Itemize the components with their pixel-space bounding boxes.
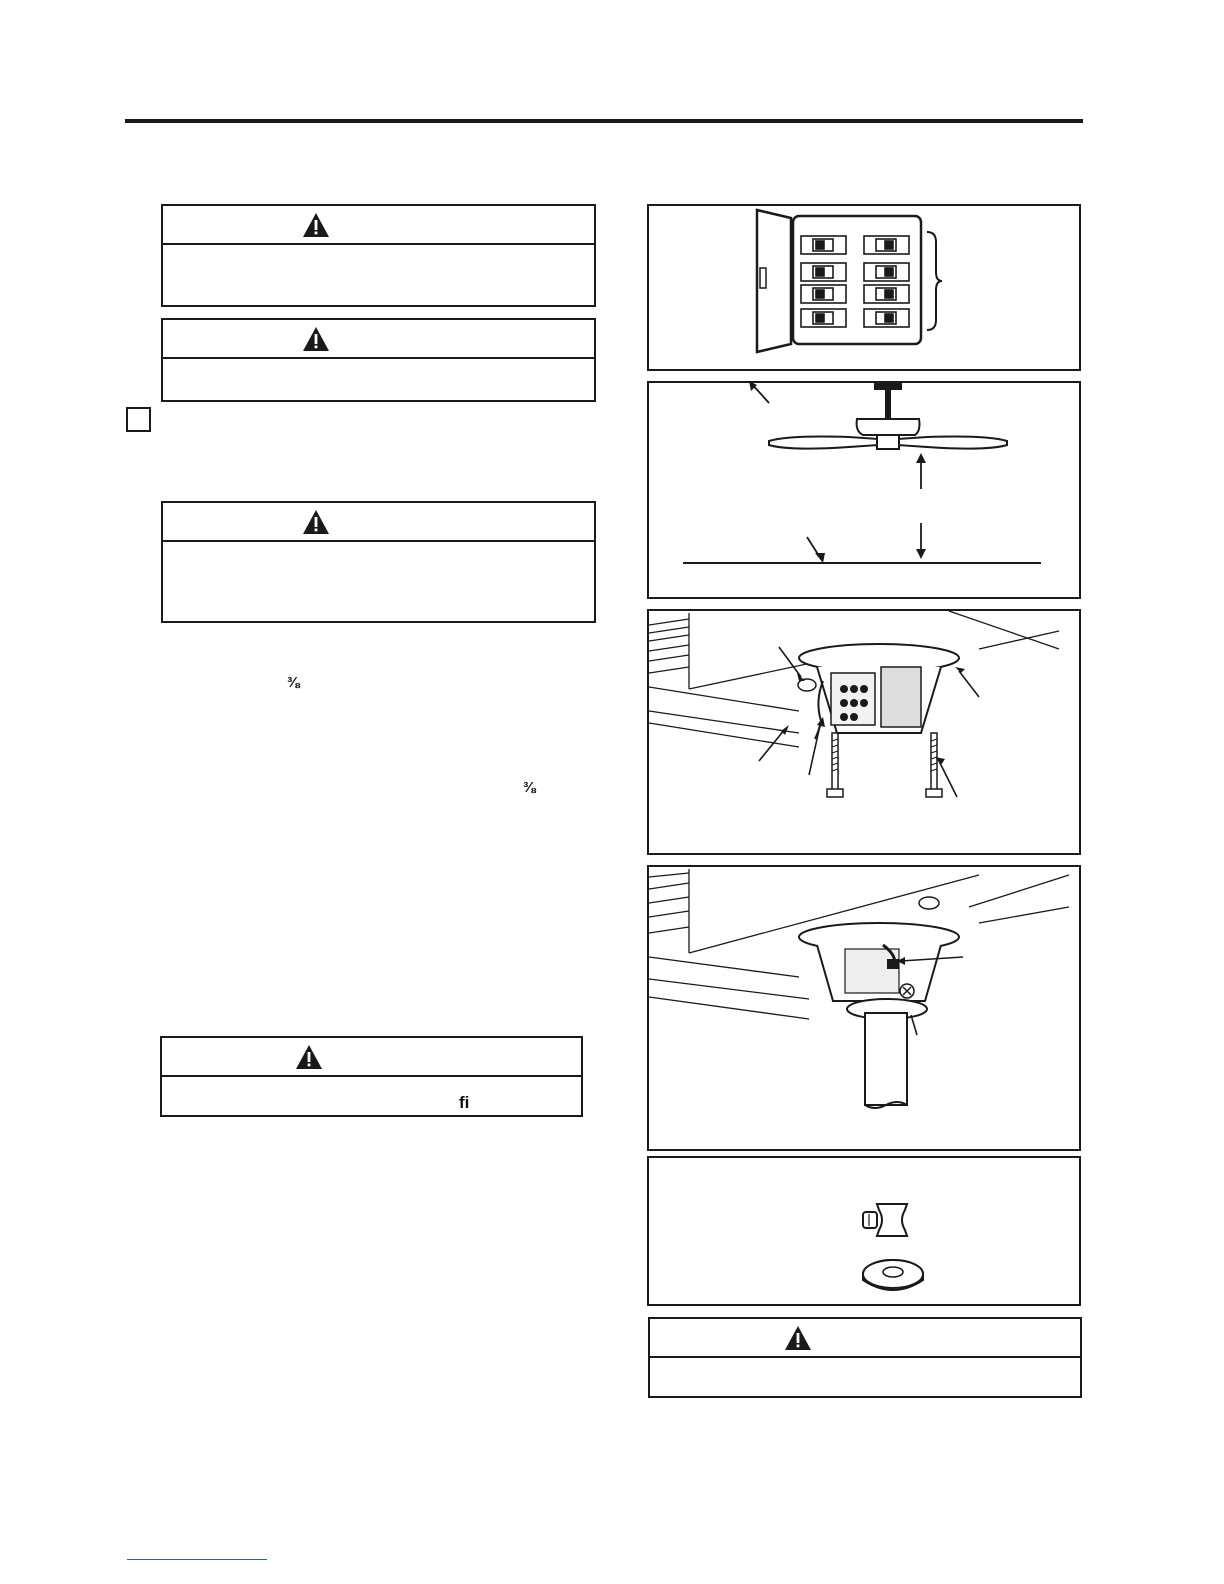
- warning-box-3-header: [163, 503, 594, 542]
- warning-triangle-icon: [302, 326, 330, 352]
- figure-hardware-parts: [647, 1156, 1081, 1306]
- header-rule: [125, 119, 1083, 123]
- warning-box-1: [161, 204, 596, 307]
- figure-fan-clearance: [647, 381, 1081, 599]
- mounting-bracket-illustration: [649, 611, 1081, 855]
- warning-triangle-icon: [302, 212, 330, 238]
- footer-link-underline[interactable]: [127, 1559, 267, 1560]
- warning-box-1-header: [163, 206, 594, 245]
- hardware-parts-illustration: [649, 1158, 1081, 1306]
- warning-triangle-icon: [302, 509, 330, 535]
- fan-clearance-illustration: [649, 383, 1081, 599]
- downrod-illustration: [649, 867, 1081, 1151]
- warning-box-5-header: [650, 1319, 1080, 1358]
- figure-downrod-hanging: [647, 865, 1081, 1151]
- warning-box-5: [648, 1317, 1082, 1398]
- figure-mounting-bracket: [647, 609, 1081, 855]
- warning-box-2-header: [163, 320, 594, 359]
- warning-box-2: [161, 318, 596, 402]
- ligature-text: fi: [459, 1093, 470, 1112]
- figure-breaker-panel: [647, 204, 1081, 371]
- warning-box-3: [161, 501, 596, 623]
- warning-box-4-header: [162, 1038, 581, 1077]
- warning-triangle-icon: [784, 1325, 812, 1351]
- fraction-three-eighths: ⅜: [287, 674, 300, 691]
- breaker-panel-illustration: [649, 206, 1081, 371]
- warning-box-4: [160, 1036, 583, 1117]
- step-checkbox[interactable]: [126, 407, 151, 432]
- warning-triangle-icon: [295, 1044, 323, 1070]
- fraction-three-eighths: ⅜: [523, 779, 536, 796]
